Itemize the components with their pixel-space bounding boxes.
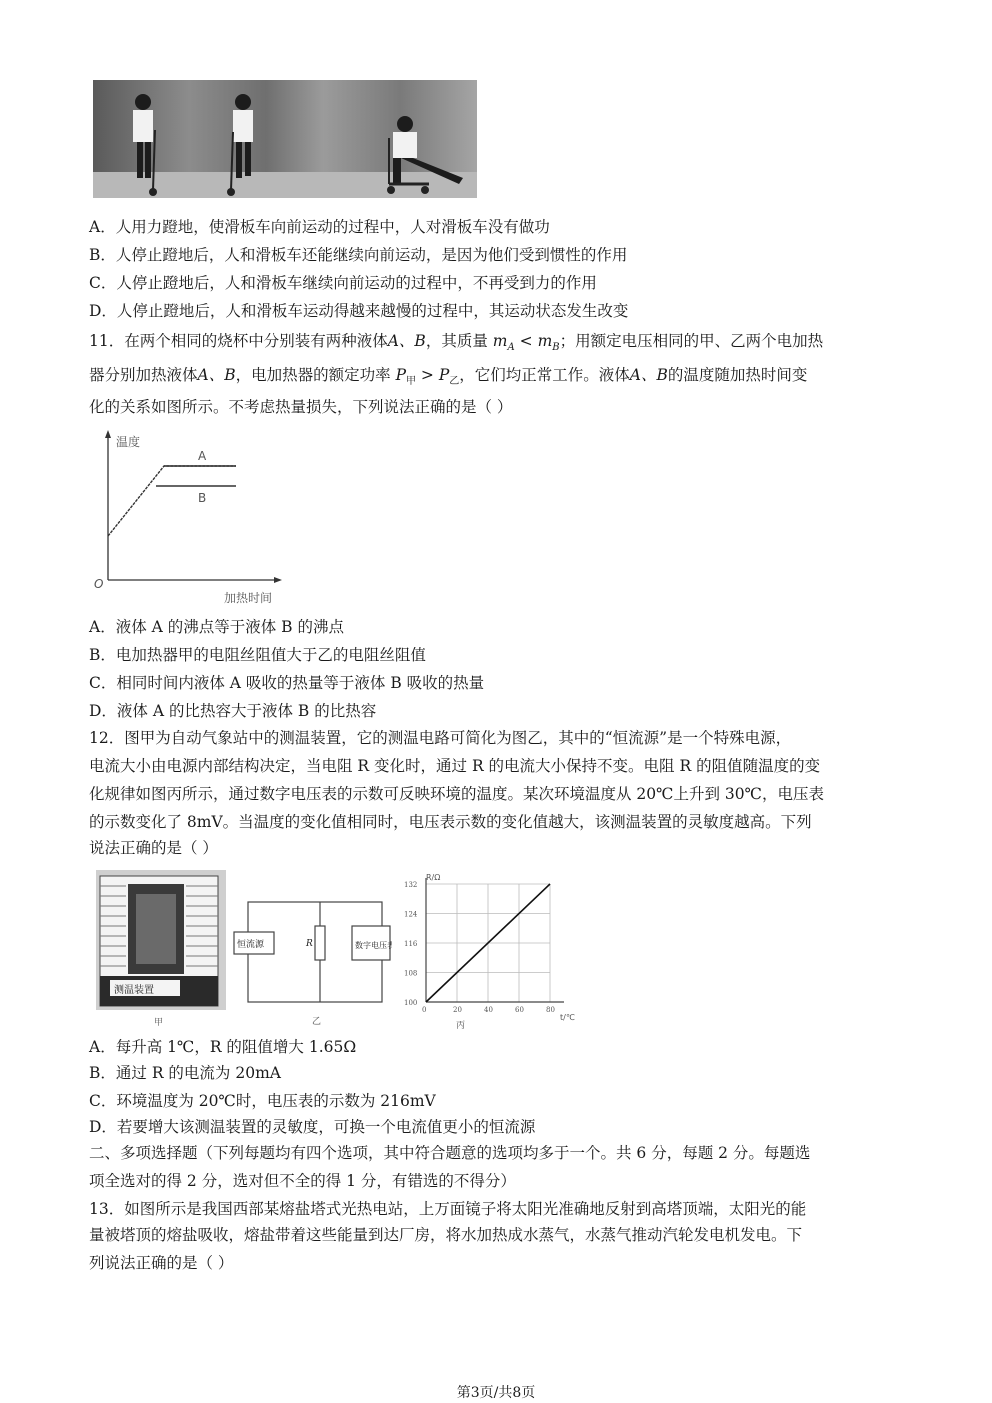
y-axis-label: 温度 bbox=[116, 435, 141, 449]
q11-temperature-graph bbox=[92, 428, 292, 608]
fig-yi-circuit bbox=[232, 888, 392, 1028]
fig-jia-label: 测温装置 bbox=[114, 985, 154, 996]
skateboard-photo bbox=[93, 80, 477, 198]
curve-a-label: A bbox=[198, 449, 207, 463]
q11-option-b: B．电加热器甲的电阻丝阻值大于乙的电阻丝阻值 bbox=[89, 646, 426, 664]
x-tick-label: 40 bbox=[484, 1006, 493, 1014]
q12-line-2: 电流大小由电源内部结构决定，当电阻 R 变化时，通过 R 的电流大小保持不变。电阻 R 的阻值随温度的变 bbox=[89, 757, 821, 775]
y-tick-label: 108 bbox=[404, 969, 418, 978]
resistor-r bbox=[315, 926, 325, 960]
curve-a bbox=[108, 466, 236, 536]
meter-label: 数字电压表 bbox=[355, 941, 392, 950]
q10-option-c: C．人停止蹬地后，人和滑板车继续向前运动的过程中，不再受到力的作用 bbox=[89, 274, 597, 292]
fig-jia-caption: 甲 bbox=[154, 1018, 164, 1028]
skater-silhouettes bbox=[93, 80, 477, 198]
q11-option-c: C．相同时间内液体 A 吸收的热量等于液体 B 吸收的热量 bbox=[89, 674, 485, 692]
q13-line-1: 13．如图所示是我国西部某熔盐塔式光热电站，上万面镜子将太阳光准确地反射到高塔顶端，太阳光的能 bbox=[89, 1200, 807, 1218]
q10-option-d: D．人停止蹬地后，人和滑板车运动得越来越慢的过程中，其运动状态发生改变 bbox=[89, 302, 629, 320]
section2-line-1: 二、多项选择题（下列每题均有四个选项，其中符合题意的选项均多于一个。共 6 分，每题 2 分。每题选 bbox=[89, 1144, 811, 1162]
y-tick-label: 100 bbox=[404, 999, 418, 1007]
q12-line-5: 说法正确的是（ ） bbox=[89, 839, 218, 857]
x-tick-label: 0 bbox=[422, 1006, 427, 1014]
q11-line-2: 器分别加热液体A、B，电加热器的额定功率 $P_甲 > P_乙$，它们均正常工作。液体A、B的温度随加热时间变 bbox=[89, 366, 808, 388]
q11-line-3: 化的关系如图所示。不考虑热量损失，下列说法正确的是（ ） bbox=[89, 398, 513, 416]
origin-label: O bbox=[94, 577, 104, 591]
x-axis-label: 加热时间 bbox=[224, 591, 273, 605]
q12-line-4: 的示数变化了 8mV。当温度的变化值相同时，电压表示数的变化值越大，该测温装置的灵敏度越高。下列 bbox=[89, 813, 812, 831]
q12-option-d: D．若要增大该测温装置的灵敏度，可换一个电流值更小的恒流源 bbox=[89, 1118, 536, 1136]
q12-line-1: 12．图甲为自动气象站中的测温装置，它的测温电路可简化为图乙，其中的“恒流源”是一个特殊电源， bbox=[89, 729, 792, 747]
q12-option-a: A．每升高 1℃，R 的阻值增大 1.65Ω bbox=[89, 1038, 357, 1056]
q11-option-d: D．液体 A 的比热容大于液体 B 的比热容 bbox=[89, 702, 377, 720]
power-relation: $P_甲 > P_乙$ bbox=[395, 366, 460, 388]
y-tick-label: 116 bbox=[404, 940, 418, 948]
y-tick-label: 124 bbox=[404, 910, 418, 919]
fig-yi-caption: 乙 bbox=[312, 1017, 322, 1027]
q12-line-3: 化规律如图丙所示，通过数字电压表的示数可反映环境的温度。某次环境温度从 20℃上升到 30℃，电压表 bbox=[89, 785, 824, 803]
chart-y-label: R/Ω bbox=[426, 873, 441, 882]
chart-x-label: t/℃ bbox=[560, 1013, 575, 1022]
fig-bing-caption: 丙 bbox=[456, 1021, 466, 1030]
fig-bing-chart bbox=[400, 870, 578, 1030]
q12-option-c: C．环境温度为 20℃时，电压表的示数为 216mV bbox=[89, 1092, 436, 1110]
fig-jia-weather-station bbox=[96, 870, 226, 1028]
resistor-label: R bbox=[306, 939, 313, 949]
q13-line-3: 列说法正确的是（ ） bbox=[89, 1254, 234, 1272]
page-footer: 第3页/共8页 bbox=[456, 1385, 536, 1401]
mass-relation: $m_A < m_B$ bbox=[492, 332, 560, 354]
section2-line-2: 项全选对的得 2 分，选对但不全的得 1 分，有错选的不得分） bbox=[89, 1172, 516, 1190]
q11-option-a: A．液体 A 的沸点等于液体 B 的沸点 bbox=[89, 618, 344, 636]
q11-line-1: 11．在两个相同的烧杯中分别装有两种液体A、B，其质量 $m_A < m_B$；用额定电压相同的甲、乙两个电加热 bbox=[89, 332, 824, 354]
x-tick-label: 60 bbox=[515, 1006, 524, 1014]
source-label: 恒流源 bbox=[237, 940, 265, 950]
q13-line-2: 量被塔顶的熔盐吸收，熔盐带着这些能量到达厂房，将水加热成水蒸气，水蒸气推动汽轮发电机发电。下 bbox=[89, 1226, 803, 1244]
q10-option-a: A．人用力蹬地，使滑板车向前运动的过程中，人对滑板车没有做功 bbox=[89, 218, 550, 236]
q10-option-b: B．人停止蹬地后，人和滑板车还能继续向前运动，是因为他们受到惯性的作用 bbox=[89, 246, 628, 264]
q12-option-b: B．通过 R 的电流为 20mA bbox=[89, 1064, 281, 1082]
curve-b-label: B bbox=[198, 491, 207, 505]
x-tick-label: 80 bbox=[546, 1006, 555, 1014]
y-tick-label: 132 bbox=[404, 881, 418, 889]
x-tick-label: 20 bbox=[453, 1006, 462, 1014]
